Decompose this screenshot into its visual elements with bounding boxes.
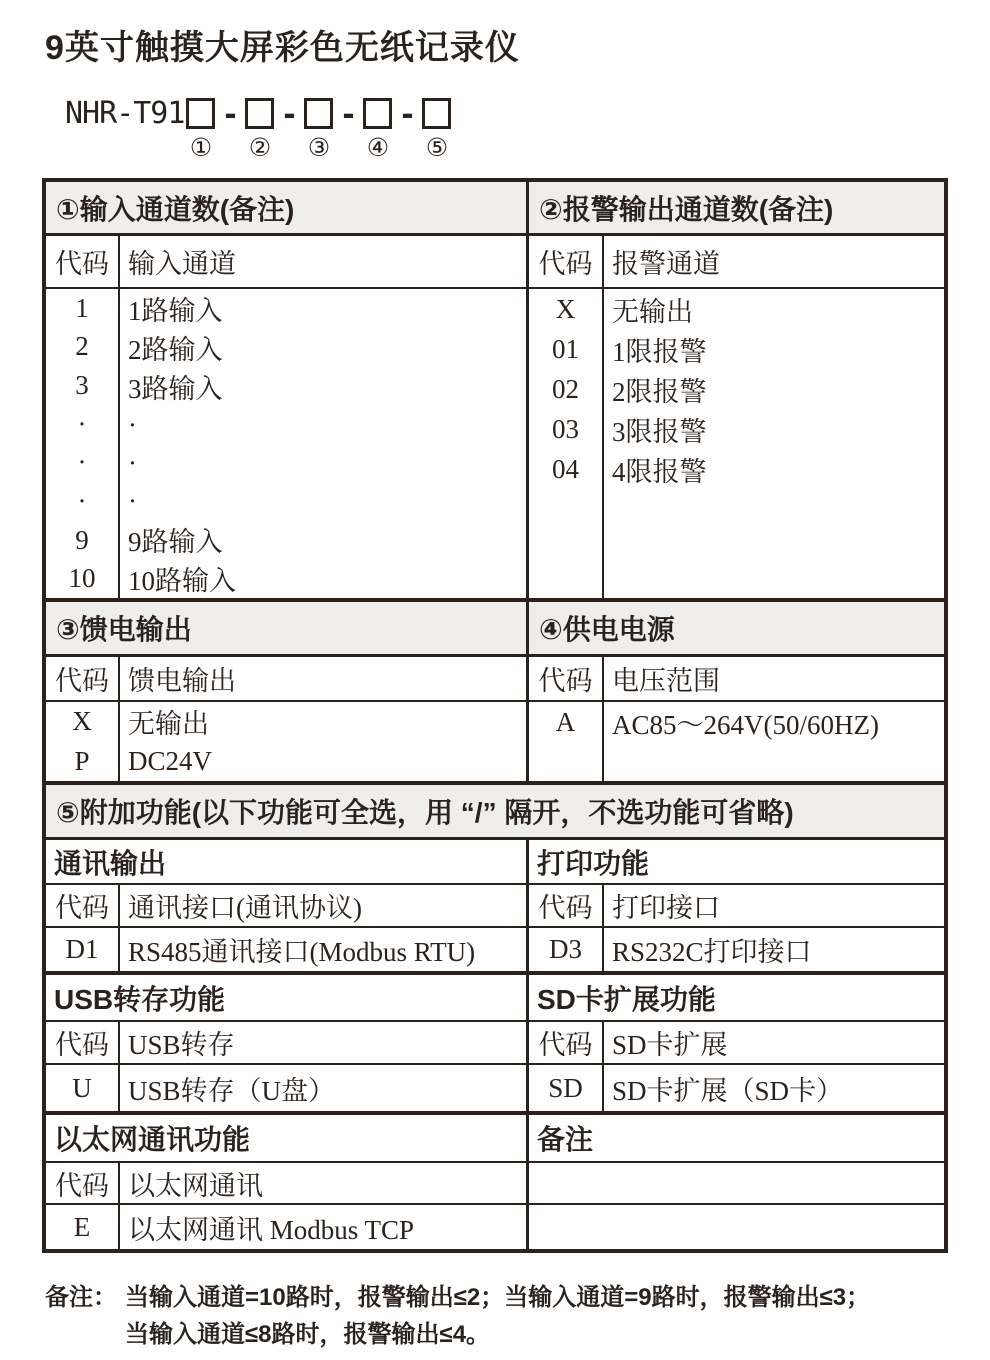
section5-header: ⑤附加功能(以下功能可全选，用 “/” 隔开，不选功能可省略) [56,797,794,828]
section4-header: ④供电电源 [526,602,944,654]
code-column [529,702,604,781]
model-code-line [65,92,990,162]
data-area-2 [46,702,944,785]
desc-cell: AC85～264V(50/60HZ) [612,710,879,741]
circled-number-1: ① [189,133,213,162]
code-cell: 01 [552,333,579,364]
model-prefix: NHR-T91 [65,96,185,131]
desc-column [604,702,944,781]
code-cell: 3 [75,370,89,401]
code-column-header: 代码 [46,885,120,926]
code-column-header: 代码 [46,1022,120,1063]
data-row-usb-sd [46,1065,944,1115]
model-slot-5 [422,98,451,162]
data-row-eth [46,1205,944,1249]
code-cell: 1 [75,292,89,323]
code-cell: 02 [552,373,579,404]
section1-header: ①输入通道数(备注) [56,193,295,225]
model-slot-1 [186,98,215,162]
desc-cell: · [128,447,137,478]
desc-cell: USB转存（U盘） [128,1075,336,1106]
model-box-5 [422,98,451,129]
column-header-row-comm-print [46,885,944,928]
code-cell: · [77,485,87,516]
section-header-row-1 [46,182,944,236]
model-slot-3 [304,98,333,162]
model-box-3 [304,98,333,129]
desc-cell: 1路输入 [128,296,223,326]
usb-header: USB转存功能 [54,983,226,1015]
desc-cell: 10路输入 [128,566,236,596]
code-column-header: 代码 [529,236,604,287]
code-column-header: 代码 [46,657,120,700]
desc-column [120,289,526,598]
remark-empty-cell [526,1205,944,1249]
model-box-4 [363,98,392,129]
code-cell: 2 [75,331,89,362]
code-cell: · [77,447,87,478]
code-cell: D1 [46,928,120,971]
model-dash: - [342,92,355,133]
desc-cell: 以太网通讯 Modbus TCP [128,1214,415,1245]
desc-cell: RS232C打印接口 [612,937,812,967]
code-column-header: 代码 [46,1163,120,1203]
column-header-row-usb-sd [46,1022,944,1065]
model-slot-4 [363,98,392,162]
model-dash: - [283,92,296,133]
desc-column [120,702,526,781]
code-cell: 10 [68,563,96,594]
desc-column-header: 以太网通讯 [128,1170,263,1201]
desc-cell: 3路输入 [128,374,223,404]
desc-column-header: 电压范围 [612,666,720,696]
model-slot-2 [245,98,274,162]
desc-column-header: 打印接口 [612,893,720,923]
desc-column-header: 输入通道 [128,249,236,279]
code-cell: 04 [552,453,579,484]
code-cell: · [77,408,87,439]
footnote-line-1: 当输入通道=10路时，报警输出≤2；当输入通道=9路时，报警输出≤3； [125,1284,871,1311]
desc-column-header: 通讯接口(通讯协议) [128,893,362,923]
code-cell: E [46,1205,120,1249]
subsection-header-row-usb-sd [46,975,944,1022]
code-cell: SD [529,1065,604,1111]
data-area-1 [46,289,944,602]
desc-cell: 9路输入 [128,527,223,557]
desc-cell: · [128,485,137,516]
model-dash: - [224,92,237,133]
desc-column-header: SD卡扩展 [612,1030,728,1060]
column-header-row-1 [46,236,944,289]
code-cell: D3 [529,928,604,971]
desc-cell: · [128,409,137,440]
subsection-header-row-comm-print [46,840,944,885]
code-cell: 03 [552,413,579,444]
footnote [45,1279,990,1353]
code-column-header: 代码 [529,885,604,926]
column-header-row-eth [46,1163,944,1205]
code-cell: X [72,706,92,737]
desc-cell: RS485通讯接口(Modbus RTU) [128,937,476,967]
footnote-line-2: 当输入通道≤8路时，报警输出≤4。 [125,1321,491,1348]
section3-header: ③馈电输出 [56,614,192,645]
code-cell: U [46,1065,120,1111]
ordering-table [42,178,948,1253]
desc-cell: SD卡扩展（SD卡） [612,1075,844,1106]
sd-header: SD卡扩展功能 [526,975,944,1020]
desc-column-header: USB转存 [128,1030,235,1060]
footnote-label: 备注： [45,1284,117,1311]
print-header: 打印功能 [526,840,944,883]
section5-header-row [46,785,944,840]
footnote-lines [125,1279,990,1353]
desc-cell: 无输出 [612,296,693,327]
column-header-row-2 [46,657,944,702]
code-cell: 9 [75,524,89,555]
desc-cell: 2限报警 [612,376,707,407]
desc-cell: DC24V [128,745,213,776]
desc-column-header: 报警通道 [612,249,720,279]
circled-number-4: ④ [366,133,390,162]
code-column [529,289,604,598]
code-column-header: 代码 [529,1022,604,1063]
model-dash: - [401,92,414,133]
code-column-header: 代码 [529,657,604,700]
desc-column [604,289,944,598]
desc-cell: 4限报警 [612,456,707,487]
model-box-2 [245,98,274,129]
desc-cell: 1限报警 [612,336,707,367]
page-title: 9英寸触摸大屏彩色无纸记录仪 [45,29,520,67]
code-cell: P [74,745,90,776]
ethernet-header: 以太网通讯功能 [54,1124,251,1155]
desc-cell: 2路输入 [128,335,223,365]
desc-column-header: 馈电输出 [128,666,236,696]
section2-header: ②报警输出通道数(备注) [526,182,944,233]
code-column [46,289,120,598]
desc-cell: 无输出 [128,709,209,740]
data-row-comm-print [46,928,944,975]
remark-empty-cell [526,1163,944,1203]
section-header-row-2 [46,602,944,657]
circled-number-3: ③ [307,133,331,162]
comm-header: 通讯输出 [54,847,167,879]
remark-header: 备注 [526,1115,944,1161]
circled-number-5: ⑤ [425,133,449,162]
desc-cell: 3限报警 [612,416,707,447]
code-column [46,702,120,781]
code-cell: X [555,293,576,324]
code-column-header: 代码 [46,236,120,287]
subsection-header-row-eth-remark [46,1115,944,1163]
model-box-1 [186,98,215,129]
code-cell: A [555,707,576,738]
circled-number-2: ② [248,133,272,162]
